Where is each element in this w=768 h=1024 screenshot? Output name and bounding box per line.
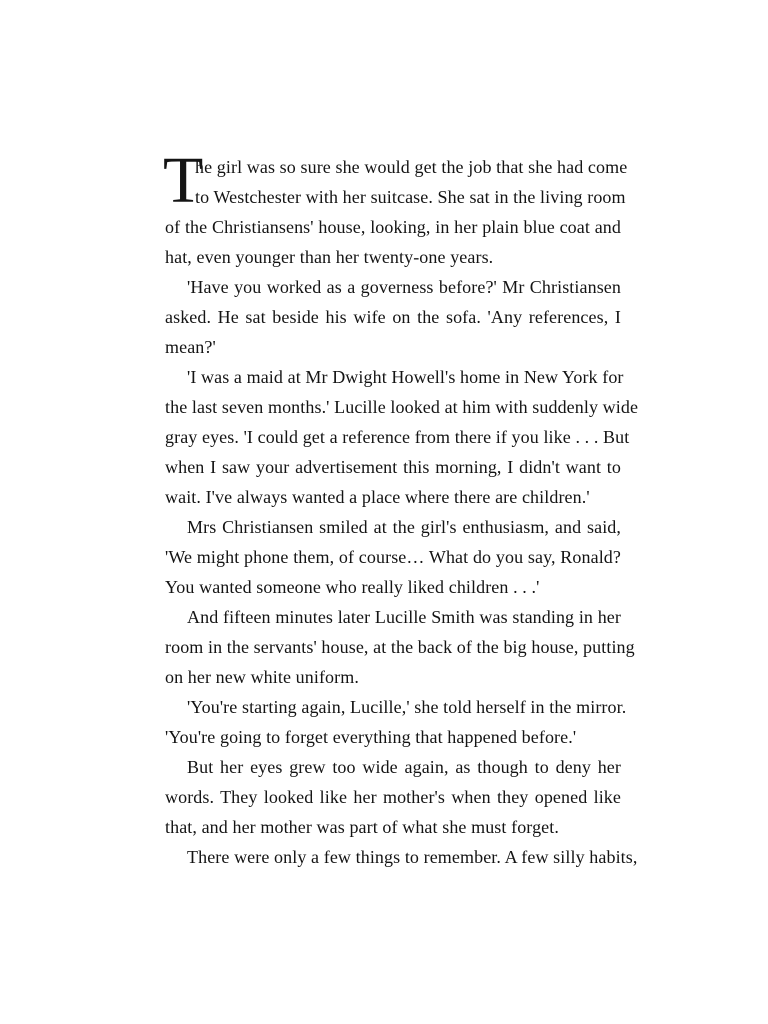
text-line: There were only a few things to remember. A few silly habits, [187,847,638,867]
paragraph-3 [165,362,639,512]
text-line: 'We might phone them, of course… What do you say, Ronald? [165,547,621,567]
paragraph-1 [163,144,628,272]
text-line: room in the servants' house, at the back of the big house, putting [165,637,635,657]
paragraph-4 [165,512,621,602]
text-line: he girl was so sure she would get the job that she had come [195,157,628,177]
paragraph-7 [165,752,621,842]
text-line: on her new white uniform. [165,667,359,687]
paragraph-2 [165,272,621,362]
page-text [163,144,639,872]
text-line: mean?' [165,337,216,357]
text-line: asked. He sat beside his wife on the sofa. 'Any references, I [165,307,621,327]
text-line: And fifteen minutes later Lucille Smith was standing in her [187,607,621,627]
text-line: Mrs Christiansen smiled at the girl's enthusiasm, and said, [187,517,621,537]
drop-cap: T [163,144,204,217]
text-line: hat, even younger than her twenty-one years. [165,247,494,267]
text-line: to Westchester with her suitcase. She sat in the living room [195,187,626,207]
paragraph-8 [165,842,638,872]
text-line: gray eyes. 'I could get a reference from there if you like . . . But [165,427,630,447]
text-line: of the Christiansens' house, looking, in her plain blue coat and [165,217,621,237]
text-line: words. They looked like her mother's when they opened like [165,787,621,807]
text-line: But her eyes grew too wide again, as though to deny her [187,757,621,777]
text-line: 'I was a maid at Mr Dwight Howell's home in New York for [187,367,624,387]
text-line: the last seven months.' Lucille looked at him with suddenly wide [165,397,639,417]
text-line: when I saw your advertisement this morning, I didn't want to [165,457,621,477]
paragraph-5 [165,602,635,692]
text-line: 'Have you worked as a governess before?' Mr Christiansen [187,277,621,297]
text-line: 'You're going to forget everything that happened before.' [165,727,577,747]
text-line: wait. I've always wanted a place where there are children.' [165,487,590,507]
text-line: that, and her mother was part of what she must forget. [165,817,559,837]
text-line: You wanted someone who really liked children . . .' [165,577,540,597]
paragraph-6 [165,692,627,752]
text-line: 'You're starting again, Lucille,' she told herself in the mirror. [187,697,627,717]
